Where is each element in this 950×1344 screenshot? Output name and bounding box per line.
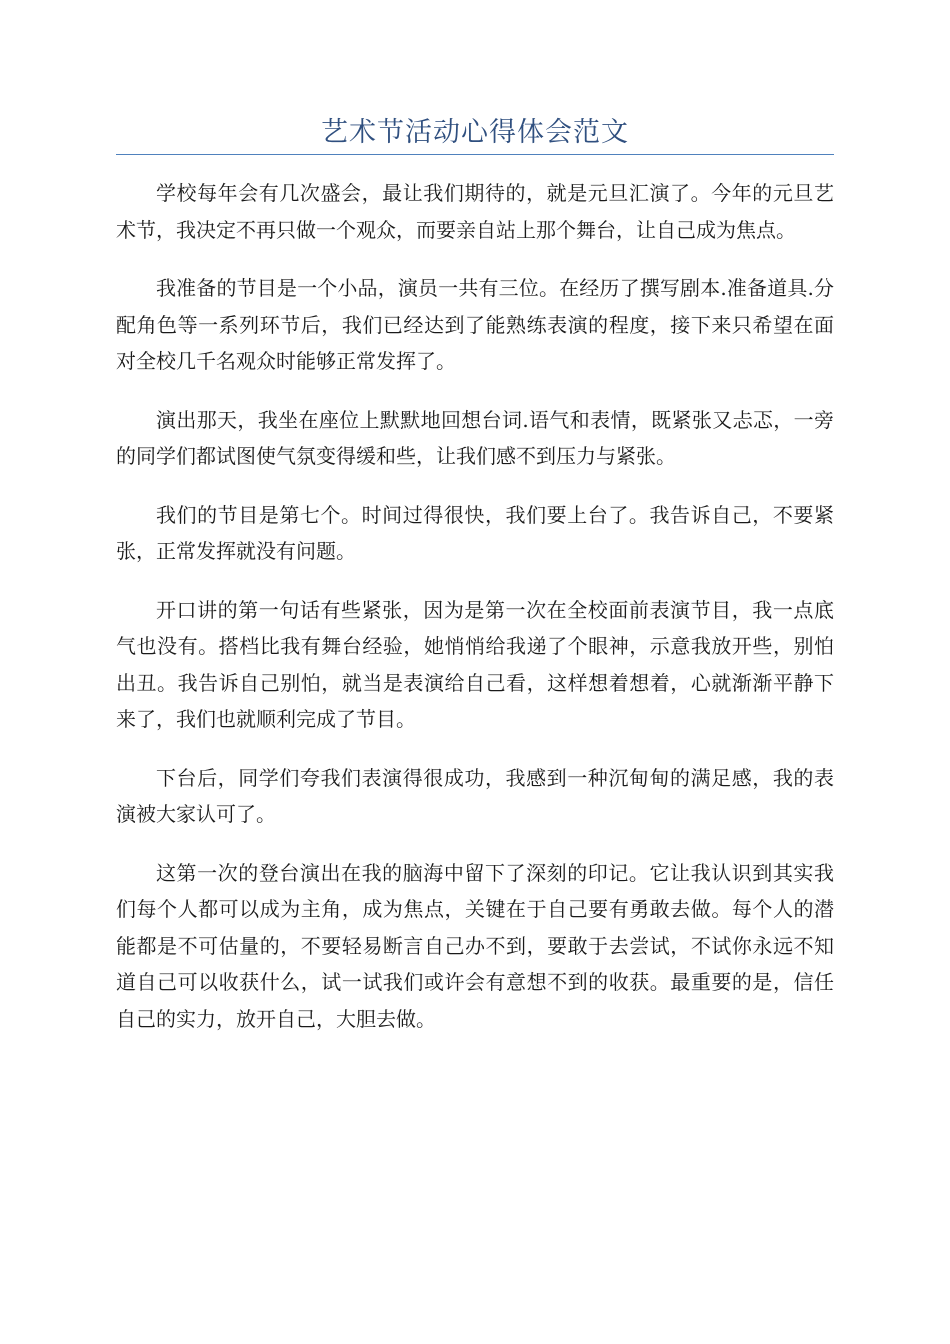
paragraph-1: 学校每年会有几次盛会，最让我们期待的，就是元旦汇演了。今年的元旦艺术节，我决定不再只做一个观众，而要亲自站上那个舞台，让自己成为焦点。 <box>116 181 834 242</box>
paragraph-3: 演出那天，我坐在座位上默默地回想台词.语气和表情，既紧张又忐忑，一旁的同学们都试图使气氛变得缓和些，让我们感不到压力与紧张。 <box>116 407 834 468</box>
paragraph-5: 开口讲的第一句话有些紧张，因为是第一次在全校面前表演节目，我一点底气也没有。搭档比我有舞台经验，她悄悄给我递了个眼神，示意我放开些，别怕出丑。我告诉自己别怕，就当是表演给自己看，这样想着想着，心就渐渐平静下来了，我们也就顺利完成了节目。 <box>116 597 834 731</box>
paragraph-7: 这第一次的登台演出在我的脑海中留下了深刻的印记。它让我认识到其实我们每个人都可以成为主角，成为焦点，关键在于自己要有勇敢去做。每个人的潜能都是不可估量的，不要轻易断言自己办不到，要敢于去尝试，不试你永远不知道自己可以收获什么，试一试我们或许会有意想不到的收获。最重要的是，信任自己的实力，放开自己，大胆去做。 <box>116 860 834 1031</box>
paragraph-6: 下台后，同学们夸我们表演得很成功，我感到一种沉甸甸的满足感，我的表演被大家认可了。 <box>116 765 834 826</box>
document-body <box>116 175 834 1059</box>
paragraph-4: 我们的节目是第七个。时间过得很快，我们要上台了。我告诉自己，不要紧张，正常发挥就没有问题。 <box>116 502 834 563</box>
document-title: 艺术节活动心得体会范文 <box>321 117 629 148</box>
paragraph-2: 我准备的节目是一个小品，演员一共有三位。在经历了撰写剧本.准备道具.分配角色等一系列环节后，我们已经达到了能熟练表演的程度，接下来只希望在面对全校几千名观众时能够正常发挥了。 <box>116 276 834 373</box>
title-underline <box>116 154 834 155</box>
